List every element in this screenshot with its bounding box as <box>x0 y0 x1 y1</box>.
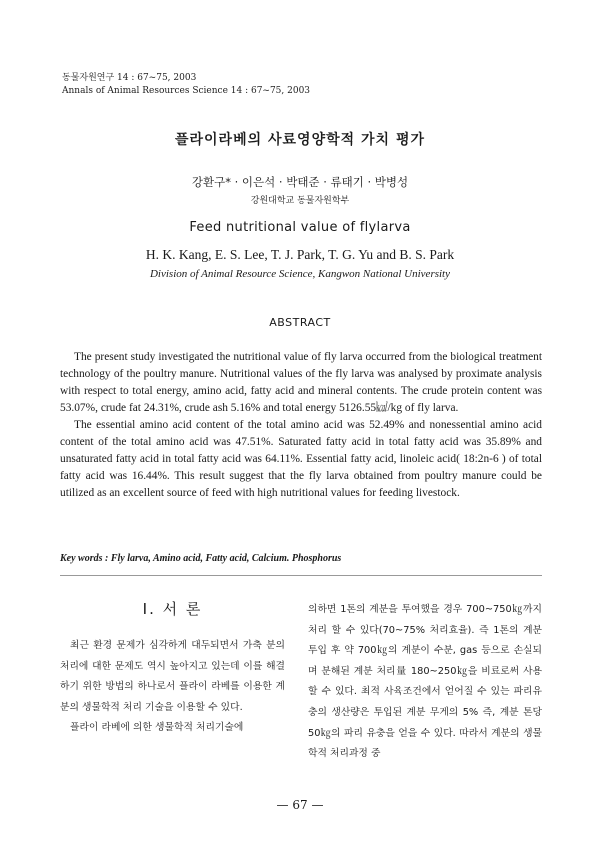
abstract-body <box>60 349 542 502</box>
right-column <box>308 600 542 765</box>
korean-authors: 강환구* · 이은석 · 박태준 · 류태기 · 박병성 <box>191 175 409 189</box>
body-paragraph: 플라이 라베에 의한 생물학적 처리기술에 <box>70 722 244 734</box>
english-affiliation: Division of Animal Resource Science, Kangwon National University <box>149 268 450 280</box>
section-divider <box>60 575 542 576</box>
abstract-paragraph: The essential amino acid content of the total amino acid was 52.49% and nonessential amino acid content of the total amino acid was 47.51%. Saturated fatty acid in total fatty acid was 35.89% and unsaturated fatty acid in total fatty acid was 64.11%. Essential fatty acid, linoleic acid( 18:2n-6 ) of total fatty acid was 16.44%. This result suggest that the fly larva obtained from poultry manure could be utilized as an excellent source of feed with high nutritional values for feeding livestock. <box>60 419 542 499</box>
abstract-heading: ABSTRACT <box>269 316 331 329</box>
english-authors: H. K. Kang, E. S. Lee, T. J. Park, T. G. Yu and B. S. Park <box>145 247 455 262</box>
left-column <box>60 636 285 739</box>
introduction-heading: Ⅰ. 서 론 <box>142 600 203 618</box>
journal-citation-korean: 동물자원연구 14 : 67~75, 2003 <box>62 73 197 83</box>
korean-title: 플라이라베의 사료영양학적 가치 평가 <box>174 132 425 148</box>
body-paragraph: 의하면 1톤의 계분을 투여했을 경우 700~750㎏까지 처리 할 수 있다(70~75% 처리효율). 즉 1톤의 계분 투입 후 약 700㎏의 계분이 수분, gas 등으로 손실되며 분해된 계분 처리量 180~250㎏을 비료로써 사용할 수 있다. 최적 사육조건에서 얻어질 수 있는 파리유충의 생산량은 투입된 계분 무게의 5% 즉, 계분 톤당 50㎏의 파리 유충을 얻을 수 있다. 따라서 계분의 생물학적 처리과정 중 <box>308 604 542 760</box>
abstract-paragraph: The present study investigated the nutritional value of fly larva occurred from the biological treatment technology of the poultry manure. Nutritional values of the fly larva was analysed by proximate analysis with respect to total energy, amino acid, fatty acid and mineral contents. The crude protein content was 53.07%, crude fat 24.31%, crude ash 5.16% and total energy 5126.55㎉/kg of fly larva. <box>60 351 542 414</box>
journal-citation <box>62 72 310 98</box>
keywords: Key words : Fly larva, Amino acid, Fatty acid, Calcium. Phosphorus <box>60 553 342 564</box>
body-paragraph: 최근 환경 문제가 심각하게 대두되면서 가축 분의 처리에 대한 문제도 역시 높아지고 있는데 이를 해결하기 위한 방법의 하나로서 플라이 라베를 이용한 계분의 생물학적 처리 기술을 이용할 수 있다. <box>60 640 285 713</box>
english-title: Feed nutritional value of flylarva <box>189 220 411 235</box>
korean-affiliation: 강원대학교 동물자원학부 <box>250 196 350 206</box>
journal-citation-english: Annals of Animal Resources Science 14 : 67~75, 2003 <box>62 86 311 96</box>
page-number: — 67 — <box>276 798 324 812</box>
